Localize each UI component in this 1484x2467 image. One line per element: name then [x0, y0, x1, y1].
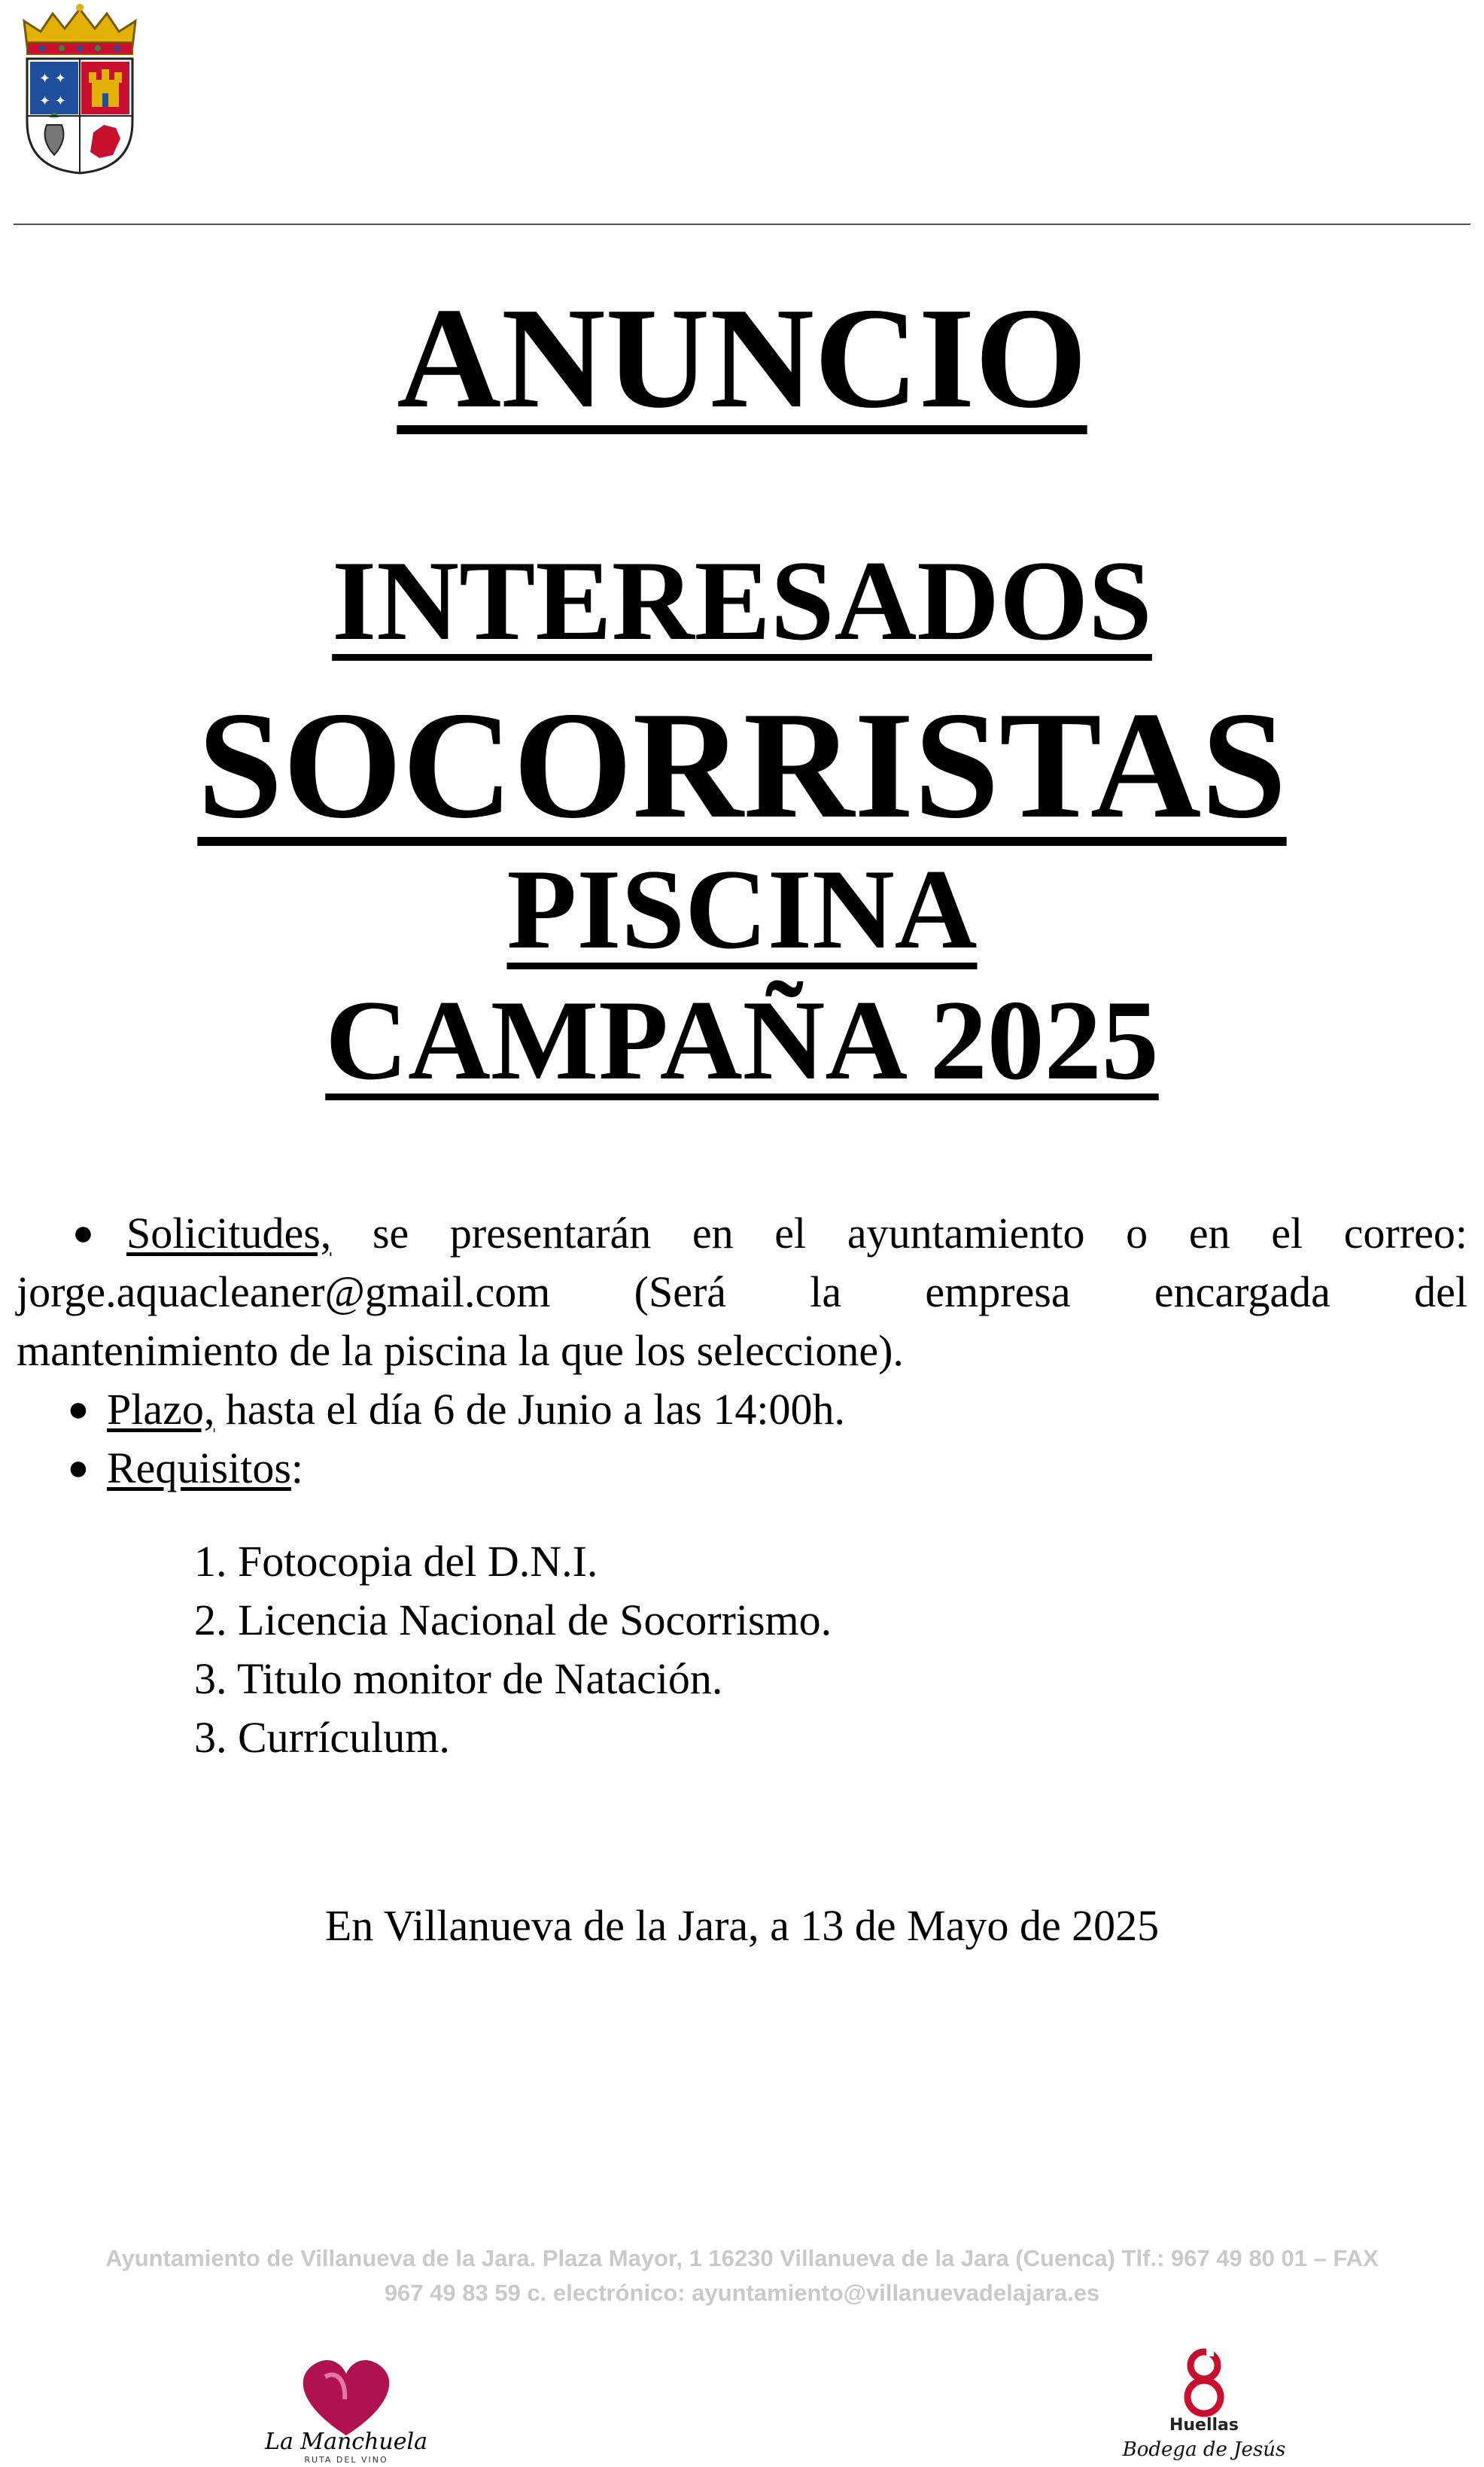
- solicitudes-paragraph: [17, 1204, 1467, 1380]
- bodega-script-wordmark: Bodega de Jesús: [1122, 2438, 1286, 2461]
- solicitudes-text-1: se presentarán en el ayuntamiento o en el correo:: [372, 1209, 1468, 1258]
- huellas-wordmark: Huellas: [1169, 2416, 1239, 2435]
- solicitudes-label: Solicitudes,: [126, 1209, 332, 1258]
- coat-of-arms-icon: [17, 5, 143, 176]
- requisitos-list: [194, 1532, 832, 1767]
- list-item: 3. Currículum.: [194, 1713, 450, 1762]
- la-manchuela-subtitle: RUTA DEL VINO: [304, 2455, 388, 2465]
- solicitudes-line-2: [17, 1263, 1467, 1322]
- footer-address-line-2: 967 49 83 59 c. electrónico: ayuntamiento@villanuevadelajara.es: [384, 2280, 1100, 2306]
- footer-address-line-1: Ayuntamiento de Villanueva de la Jara. Plaza Mayor, 1 16230 Villanueva de la Jara (Cuenca) Tlf.: 967 49 80 01 – FAX: [105, 2245, 1379, 2271]
- requisitos-label: Requisitos: [107, 1443, 291, 1492]
- heading-socorristas: SOCORRISTAS: [197, 680, 1287, 850]
- la-manchuela-logo-icon: [256, 2347, 436, 2467]
- requisitos-suffix: :: [290, 1443, 304, 1492]
- bullet-icon: ●: [67, 1389, 90, 1429]
- header-divider: [14, 224, 1470, 225]
- heading-interesados: INTERESADOS: [332, 537, 1152, 664]
- place-date-signoff: En Villanueva de la Jara, a 13 de Mayo de 2025: [324, 1901, 1160, 1950]
- plazo-label: Plazo,: [107, 1385, 215, 1434]
- list-item: 3. Titulo monitor de Natación.: [194, 1654, 723, 1703]
- bullet-icon: ●: [67, 1448, 90, 1488]
- plazo-item: [17, 1380, 1467, 1439]
- heading-piscina: PISCINA: [506, 846, 978, 972]
- list-item: 1. Fotocopia del D.N.I.: [194, 1537, 598, 1586]
- title-anuncio: ANUNCIO: [397, 278, 1087, 438]
- svg-text:✦ ✦: ✦ ✦: [39, 71, 66, 87]
- solicitudes-text-2: (Será la empresa encargada del: [634, 1267, 1467, 1316]
- heading-campana: CAMPAÑA 2025: [325, 977, 1159, 1103]
- list-item: 2. Licencia Nacional de Socorrismo.: [194, 1595, 832, 1644]
- solicitudes-text-3: mantenimiento de la piscina la que los seleccione).: [17, 1326, 904, 1375]
- solicitudes-email[interactable]: jorge.aquacleaner@gmail.com: [17, 1267, 551, 1316]
- solicitudes-line-1: [17, 1204, 1467, 1263]
- footer-address: [30, 2241, 1454, 2310]
- bullet-icon: ●: [72, 1213, 94, 1253]
- la-manchuela-wordmark: La Manchuela: [265, 2429, 427, 2455]
- huellas-bodega-logo-icon: [1122, 2344, 1286, 2465]
- plazo-text: hasta el día 6 de Junio a las 14:00h.: [225, 1385, 845, 1434]
- requisitos-item: [17, 1439, 1467, 1498]
- svg-text:✦ ✦: ✦ ✦: [39, 93, 66, 109]
